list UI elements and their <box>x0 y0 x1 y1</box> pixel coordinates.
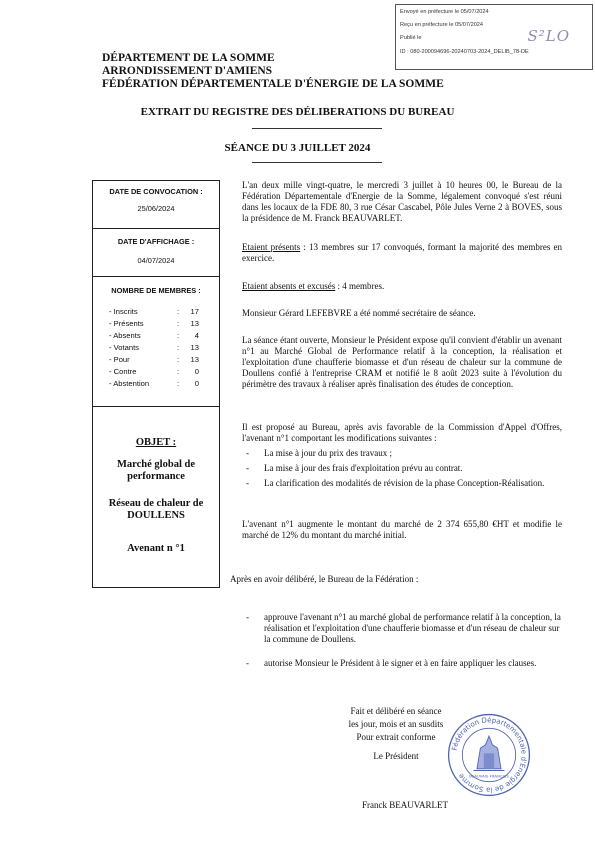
presents-text: : 13 membres sur 17 convoqués, formant la majorité des membres en exercice. <box>242 242 563 263</box>
paragraph-secretaire: Monsieur Gérard LEFEBVRE a été nommé secrétaire de séance. <box>242 308 476 318</box>
affichage-box <box>93 229 219 277</box>
membre-row <box>109 379 199 389</box>
presents-label: Etaient présents <box>242 242 301 252</box>
membre-value: 4 <box>194 331 199 340</box>
seance-rule <box>252 162 382 163</box>
membre-row <box>109 355 199 365</box>
membre-row <box>109 367 199 377</box>
paragraph-presents <box>242 242 562 264</box>
membre-label: - Absents <box>109 331 141 340</box>
signature-president: Le Président <box>373 751 419 761</box>
membre-colon: : <box>177 307 180 316</box>
stamp-recu: Reçu en préfecture le 05/07/2024 <box>400 22 484 28</box>
convocation-label: DATE DE CONVOCATION : <box>109 187 203 196</box>
stamp-envoye: Envoyé en préfecture le 05/07/2024 <box>400 9 489 15</box>
convocation-box <box>93 181 219 229</box>
stamp-publie: Publié le <box>400 35 422 41</box>
transmission-stamp <box>395 4 593 70</box>
seal-inner-text: BEAUVAIS FRANÇAIS <box>469 773 509 779</box>
s2lo-logo: S²LO <box>527 27 570 45</box>
header-arrondissement: ARRONDISSEMENT D'AMIENS <box>102 65 273 77</box>
paragraph-absents <box>242 281 562 292</box>
signature-line: les jour, mois et an susdits <box>348 719 444 729</box>
paragraph-montant: L'avenant n°1 augmente le montant du marché de 2 374 655,80 €HT et modifie le marché de 12% du montant du marché initial. <box>242 519 562 540</box>
objet-avenant: Avenant n °1 <box>127 543 185 554</box>
modification-item: - La mise à jour du prix des travaux ; <box>246 448 392 458</box>
objet-reseau: Réseau de chaleur de DOULLENS <box>108 498 204 521</box>
decision-item: - autorise Monsieur le Président à le signer et à en faire appliquer les clauses. <box>246 658 537 668</box>
decision-text: approuve l'avenant n°1 au marché global de performance relatif à la conception, la réalisation et l'exploitation d'une chaufferie biomasse et d'un réseau de chaleur sur la commune de Doullens. <box>264 612 561 644</box>
membre-label: - Pour <box>109 355 130 364</box>
official-seal-icon <box>446 712 532 798</box>
membre-value: 13 <box>190 343 199 352</box>
objet-label: OBJET : <box>135 437 177 448</box>
membre-label: - Abstention <box>109 379 150 388</box>
decision-item: - approuve l'avenant n°1 au marché global de performance relatif à la conception, la réalisation et l'exploitation d'une chaufferie biomasse et d'un réseau de chaleur sur la commune de Doullens. <box>246 612 561 644</box>
membre-label: - Contre <box>109 367 137 376</box>
membre-row <box>109 319 199 329</box>
membre-label: - Votants <box>109 343 139 352</box>
convocation-date: 25/06/2024 <box>137 204 175 213</box>
seance-date: SÉANCE DU 3 JUILLET 2024 <box>224 142 371 154</box>
decision-text: autorise Monsieur le Président à le signer et à en faire appliquer les clauses. <box>264 658 537 668</box>
info-column <box>92 180 220 588</box>
modification-text: La mise à jour du prix des travaux ; <box>264 448 392 458</box>
objet-box <box>93 407 219 587</box>
modification-text: La mise à jour des frais d'exploitation prévu au contrat. <box>264 463 463 473</box>
paragraph-expose: La séance étant ouverte, Monsieur le Président expose qu'il convient d'établir un avenant n°1 au Marché Global de Performance relatif à la conception, la réalisation et l'exploitation d'une chaufferie biomasse et d'un réseau de chaleur sur la commune de Doullens confié à l'entreprise CRAM et notifié le 8 août 2023 suite à l'évolution du périmètre des travaux à réaliser après finalisation des études de conception. <box>242 335 562 389</box>
header-federation: FÉDÉRATION DÉPARTEMENTALE D'ÉNERGIE DE LA SOMME <box>102 78 444 90</box>
membre-colon: : <box>177 379 180 388</box>
membre-colon: : <box>177 343 180 352</box>
affichage-date: 04/07/2024 <box>137 256 175 265</box>
membre-row <box>109 343 199 353</box>
membres-box <box>93 277 219 407</box>
modification-text: La clarification des modalités de révision de la phase Conception-Réalisation. <box>264 478 545 488</box>
signature-line: Fait et délibéré en séance <box>350 706 442 716</box>
membre-label: - Inscrits <box>109 307 138 316</box>
membre-value: 13 <box>190 355 199 364</box>
membre-value: 0 <box>194 379 199 388</box>
affichage-label: DATE D'AFFICHAGE : <box>117 237 195 246</box>
membre-value: 13 <box>190 319 199 328</box>
membre-colon: : <box>177 367 180 376</box>
seal-ring-text: Fédération Départementale d'Energie de la Somme <box>449 715 529 795</box>
stamp-id: ID : 080-200094696-20240703-2024_DELIB_78-DE <box>400 49 529 55</box>
objet-marche: Marché global de performance <box>117 459 195 482</box>
membre-row <box>109 307 199 317</box>
absents-text: : 4 membres. <box>335 281 385 291</box>
modification-item: - La mise à jour des frais d'exploitation prévu au contrat. <box>246 463 463 473</box>
membre-value: 0 <box>194 367 199 376</box>
membre-colon: : <box>177 319 180 328</box>
paragraph-proposition: Il est proposé au Bureau, après avis favorable de la Commission d'Appel d'Offres, l'avenant n°1 comportant les modifications suivantes : <box>242 422 562 443</box>
signature-line: Pour extrait conforme <box>356 732 436 742</box>
membre-colon: : <box>177 355 180 364</box>
membre-value: 17 <box>190 307 199 316</box>
membre-colon: : <box>177 331 180 340</box>
membre-label: - Présents <box>109 319 144 328</box>
paragraph-preamble: L'an deux mille vingt-quatre, le mercredi 3 juillet à 10 heures 00, le Bureau de la Fédération Départementale d'Energie de la Somme, légalement convoqué s'est réuni dans les locaux de la FDE 80, 3 rue César Cascabel, Pôle Jules Verne 2 à BOVES, sous la présidence de M. Franck BEAUVARLET. <box>242 180 562 223</box>
membre-row <box>109 331 199 341</box>
paragraph-deliberation: Après en avoir délibéré, le Bureau de la Fédération : <box>230 574 419 584</box>
signatory-name: Franck BEAUVARLET <box>361 800 449 810</box>
absents-label: Etaient absents et excusés <box>242 281 336 291</box>
document-title: EXTRAIT DU REGISTRE DES DÉLIBERATIONS DU BUREAU <box>140 106 455 118</box>
membres-label: NOMBRE DE MEMBRES : <box>111 286 201 295</box>
header-departement: DÉPARTEMENT DE LA SOMME <box>102 52 275 64</box>
modification-item: - La clarification des modalités de révision de la phase Conception-Réalisation. <box>246 478 545 488</box>
title-rule <box>252 128 382 129</box>
